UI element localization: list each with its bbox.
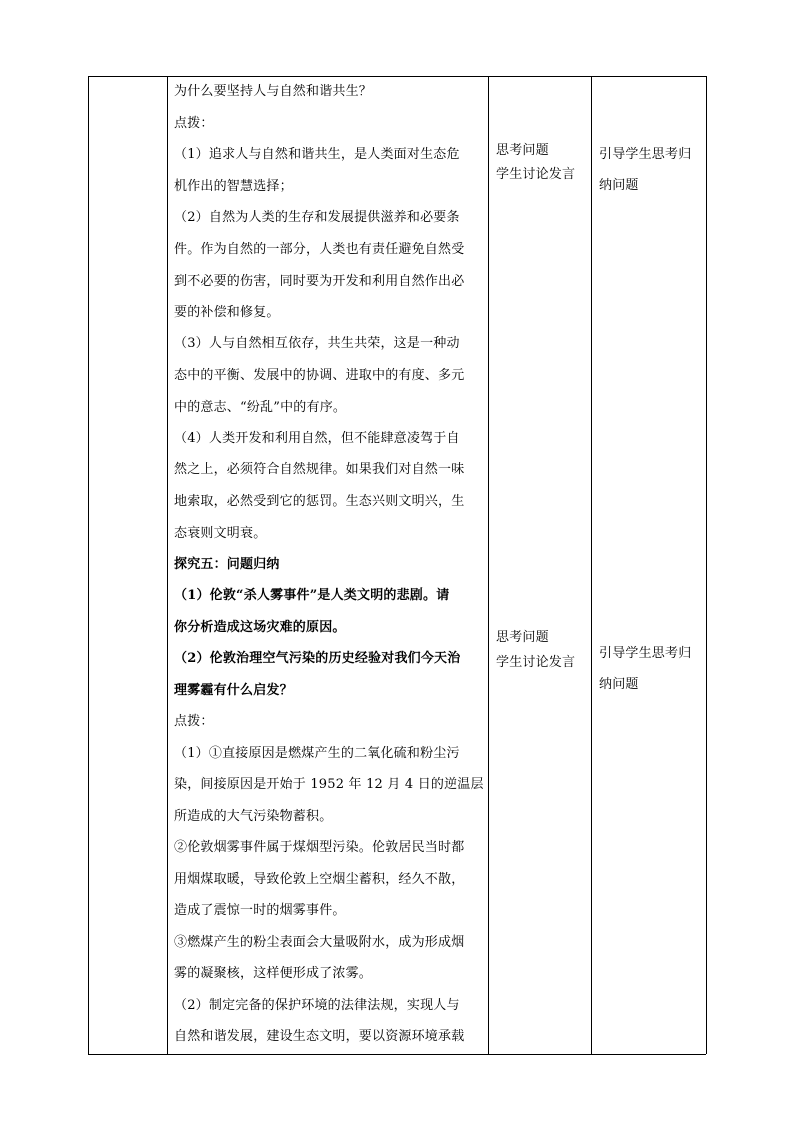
content-line: 态中的平衡、发展中的协调、进取中的有度、多元 bbox=[174, 368, 465, 383]
content-line: ③燃煤产生的粉尘表面会大量吸附水，成为形成烟 bbox=[174, 935, 465, 950]
content-line: 染，间接原因是开始于 1952 年 12 月 4 日的逆温层 bbox=[174, 777, 484, 792]
content-line: （1）①直接原因是燃煤产生的二氧化硫和粉尘污 bbox=[174, 746, 460, 761]
student-activity-label: 学生讨论发言 bbox=[496, 655, 576, 670]
design-intent-label: 引导学生思考归 bbox=[599, 147, 692, 162]
content-line: 自然和谐发展，建设生态文明，要以资源环境承载 bbox=[174, 1029, 465, 1044]
question-line: 理雾霾有什么启发？ bbox=[174, 683, 293, 698]
content-line: （1）追求人与自然和谐共生，是人类面对生态危 bbox=[174, 147, 460, 162]
student-activity-label: 思考问题 bbox=[496, 143, 549, 158]
content-line: 要的补偿和修复。 bbox=[174, 305, 280, 320]
content-line: 地索取，必然受到它的惩罚。生态兴则文明兴，生 bbox=[174, 494, 465, 509]
content-line: ②伦敦烟雾事件属于煤烟型污染。伦敦居民当时都 bbox=[174, 840, 465, 855]
content-line: 雾的凝聚核，这样便形成了浓雾。 bbox=[174, 966, 373, 981]
design-intent-label: 引导学生思考归 bbox=[599, 646, 692, 661]
content-line: 所造成的大气污染物蓄积。 bbox=[174, 809, 333, 824]
content-line: 用烟煤取暖，导致伦敦上空烟尘蓄积，经久不散， bbox=[174, 872, 465, 887]
student-activity-label: 思考问题 bbox=[496, 630, 549, 645]
design-intent-label: 纳问题 bbox=[599, 677, 639, 692]
content-line: （3）人与自然相互依存，共生共荣，这是一种动 bbox=[174, 336, 460, 351]
content-line: 机作出的智慧选择； bbox=[174, 179, 293, 194]
content-line: 然之上，必须符合自然规律。如果我们对自然一味 bbox=[174, 462, 465, 477]
table-divider-3 bbox=[591, 76, 592, 1054]
content-line: 中的意志、“纷乱”中的有序。 bbox=[174, 400, 347, 415]
content-line: 点拨： bbox=[174, 116, 214, 131]
table-border-right bbox=[706, 76, 707, 1054]
table-cell-section bbox=[89, 77, 167, 1054]
table-divider-1 bbox=[167, 76, 168, 1054]
content-line: （2）制定完备的保护环境的法律法规，实现人与 bbox=[174, 998, 460, 1013]
table-border-bottom bbox=[88, 1054, 706, 1055]
table-divider-2 bbox=[488, 76, 489, 1054]
content-line: 点拨： bbox=[174, 714, 214, 729]
content-line: （2）自然为人类的生存和发展提供滋养和必要条 bbox=[174, 210, 460, 225]
question-line: 你分析造成这场灾难的原因。 bbox=[174, 620, 346, 635]
content-line: 为什么要坚持人与自然和谐共生？ bbox=[174, 84, 373, 99]
design-intent-label: 纳问题 bbox=[599, 178, 639, 193]
content-line: 到不必要的伤害，同时要为开发和利用自然作出必 bbox=[174, 274, 465, 289]
content-line: 件。作为自然的一部分，人类也有责任避免自然受 bbox=[174, 242, 465, 257]
content-line: 态衰则文明衰。 bbox=[174, 526, 267, 541]
student-activity-label: 学生讨论发言 bbox=[496, 167, 576, 182]
table-border-top bbox=[88, 76, 706, 77]
section-heading: 探究五：问题归纳 bbox=[174, 557, 280, 572]
content-line: （4）人类开发和利用自然，但不能肆意凌驾于自 bbox=[174, 431, 460, 446]
question-line: （2）伦敦治理空气污染的历史经验对我们今天治 bbox=[174, 651, 461, 666]
question-line: （1）伦敦“杀人雾事件”是人类文明的悲剧。请 bbox=[174, 588, 450, 603]
content-line: 造成了震惊一时的烟雾事件。 bbox=[174, 903, 346, 918]
